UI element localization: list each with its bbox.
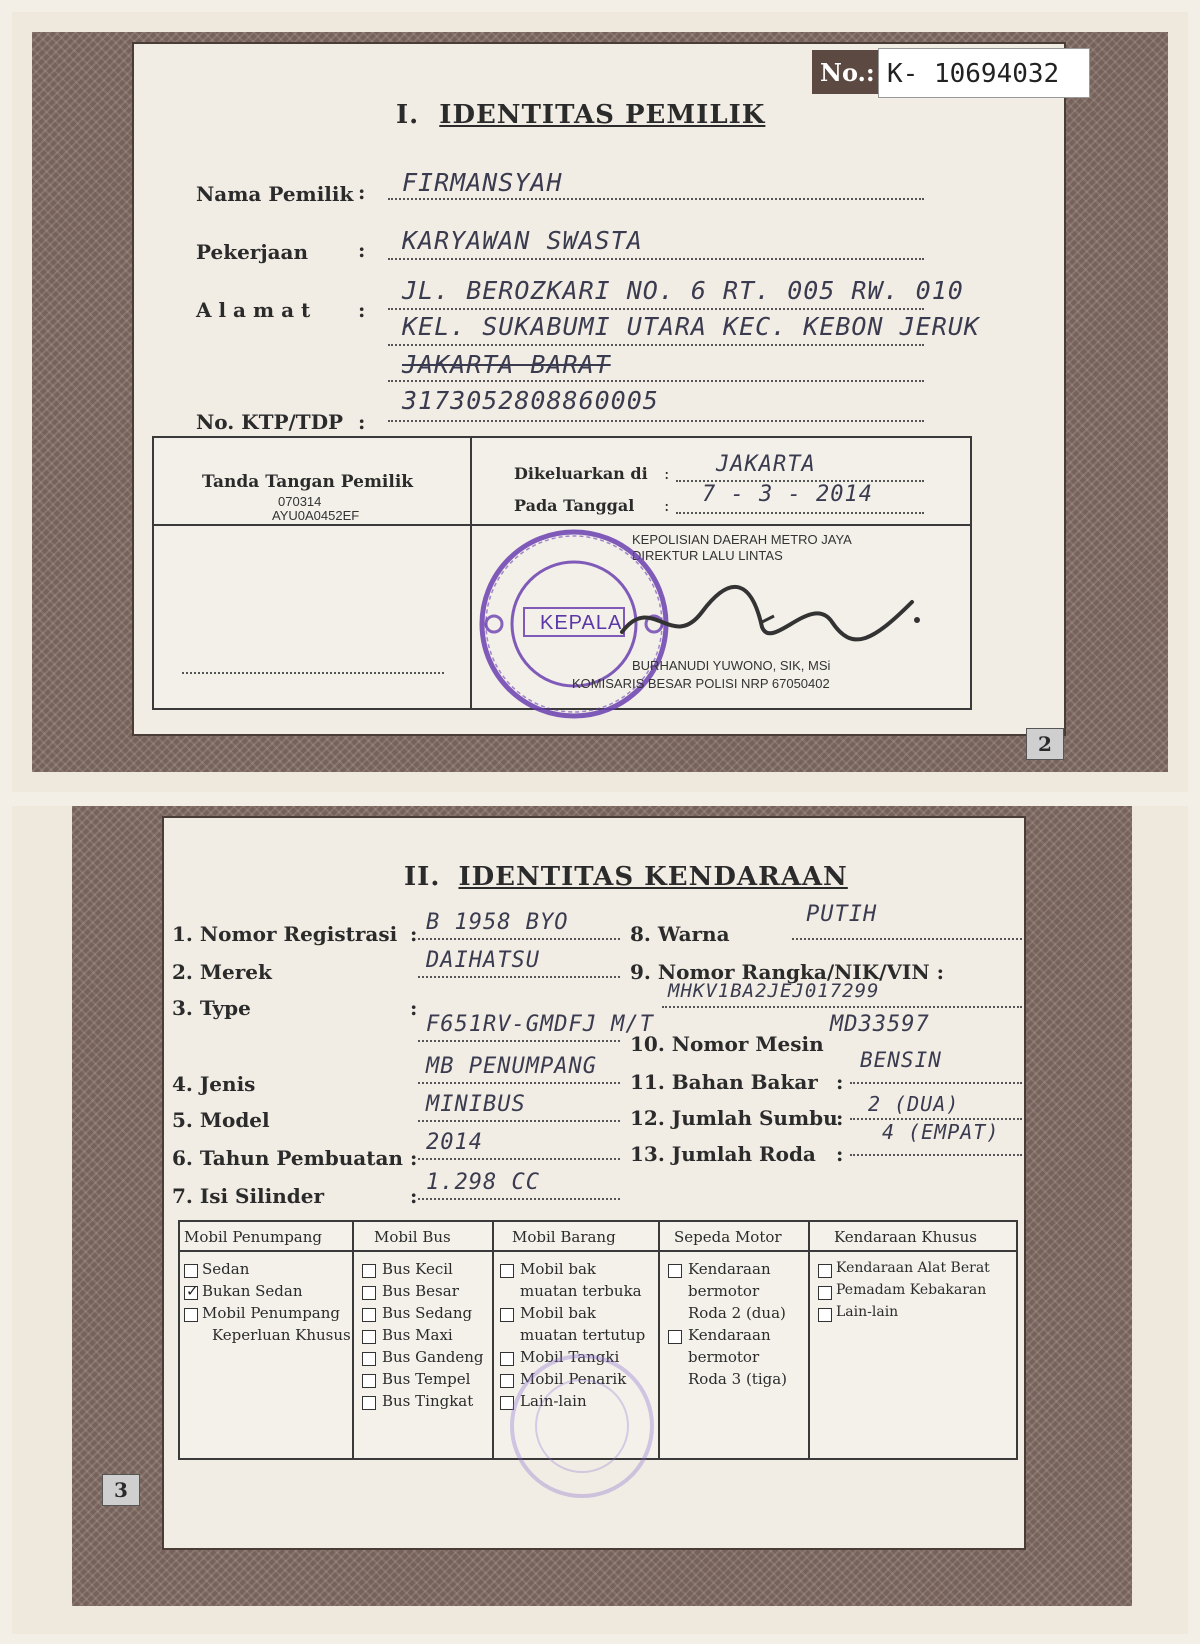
dotted-line — [850, 1082, 1022, 1084]
section-title-identitas-pemilik — [396, 100, 765, 130]
official-rank: KOMISARIS BESAR POLISI NRP 67050402 — [572, 676, 830, 691]
option-muatan-tertutup: muatan tertutup — [520, 1326, 646, 1344]
merek-label: 2. Merek — [172, 960, 272, 984]
option-pemadam-kebakaran: Pemadam Kebakaran — [836, 1282, 987, 1298]
option-bermotor: bermotor — [688, 1282, 760, 1300]
signature-box-divider — [470, 436, 472, 708]
option-mobil-penumpang: Mobil Penumpang — [202, 1304, 341, 1322]
colon: : — [358, 298, 366, 322]
table-header-mobil-penumpang: Mobil Penumpang — [184, 1228, 323, 1246]
owner-signature-line — [182, 672, 444, 674]
section-number: II. — [404, 862, 441, 892]
alamat-line-1: JL. BEROZKARI NO. 6 RT. 005 RW. 010 — [402, 276, 964, 305]
colon: : — [836, 1142, 844, 1166]
warna-label: 8. Warna — [630, 922, 730, 946]
dotted-line — [418, 1082, 620, 1084]
owner-code-1: 070314 — [278, 494, 322, 509]
jumlah-roda-label: 13. Jumlah Roda — [630, 1142, 816, 1166]
bahan-bakar-value: BENSIN — [860, 1048, 942, 1072]
doc-number-box — [878, 48, 1090, 98]
dotted-line — [792, 938, 1022, 940]
jumlah-sumbu-label: 12. Jumlah Sumbu — [630, 1106, 838, 1130]
dotted-line — [418, 938, 620, 940]
option-bus-tempel: Bus Tempel — [382, 1370, 471, 1388]
colon: : — [410, 1184, 418, 1208]
ktp-value: 3173052808860005 — [402, 386, 659, 415]
type-value: F651RV-GMDFJ M/T — [426, 1012, 654, 1037]
model-value: MINIBUS — [426, 1092, 526, 1117]
option-bus-tingkat: Bus Tingkat — [382, 1392, 474, 1410]
table-col-divider — [352, 1220, 354, 1460]
option-roda-3: Roda 3 (tiga) — [688, 1370, 788, 1388]
jumlah-sumbu-value: 2 (DUA) — [868, 1092, 960, 1116]
colon: : — [836, 1070, 844, 1094]
issued-at-value: JAKARTA — [716, 452, 816, 477]
dotted-line — [388, 420, 924, 422]
option-mobil-bak-2: Mobil bak — [520, 1304, 596, 1322]
colon: : — [358, 238, 366, 262]
date-value: 7 - 3 - 2014 — [702, 482, 873, 507]
nama-pemilik-value: FIRMANSYAH — [402, 168, 563, 197]
option-mobil-bak: Mobil bak — [520, 1260, 596, 1278]
dotted-line — [388, 308, 924, 310]
colon: : — [358, 180, 366, 204]
checkbox-roda-3[interactable] — [668, 1330, 682, 1344]
jumlah-roda-value: 4 (EMPAT) — [882, 1120, 1000, 1144]
checkbox-bus-sedang[interactable] — [362, 1308, 376, 1322]
isi-silinder-value: 1.298 CC — [426, 1170, 540, 1195]
checkbox-bus-maxi[interactable] — [362, 1330, 376, 1344]
jenis-value: MB PENUMPANG — [426, 1054, 597, 1079]
check-mark-icon: ✓ — [186, 1282, 199, 1300]
alamat-label: A l a m a t — [196, 298, 311, 322]
checkbox-bukan-sedan[interactable] — [184, 1282, 199, 1300]
doc-number-value: K- 10694032 — [887, 59, 1060, 89]
checkbox-bus-gandeng[interactable] — [362, 1352, 376, 1366]
page-3 — [12, 806, 1188, 1634]
authority-line-2: DIREKTUR LALU LINTAS — [632, 548, 783, 563]
nomor-registrasi-label: 1. Nomor Registrasi — [172, 922, 398, 946]
authority-line-1: KEPOLISIAN DAERAH METRO JAYA — [632, 532, 852, 547]
table-header-kendaraan-khusus: Kendaraan Khusus — [834, 1228, 977, 1246]
nomor-mesin-value: MD33597 — [830, 1012, 930, 1037]
nomor-registrasi-value: B 1958 BYO — [426, 910, 569, 935]
official-signature-icon — [612, 572, 932, 662]
colon: : — [410, 1146, 418, 1170]
pekerjaan-label: Pekerjaan — [196, 240, 309, 264]
checkbox-mobil-penumpang-khusus[interactable] — [184, 1308, 198, 1322]
checkbox-roda-2[interactable] — [668, 1264, 682, 1278]
nomor-mesin-label: 10. Nomor Mesin — [630, 1032, 824, 1056]
dotted-line — [418, 1158, 620, 1160]
dotted-line — [388, 344, 924, 346]
nomor-rangka-label: 9. Nomor Rangka/NIK/VIN : — [630, 960, 944, 984]
model-label: 5. Model — [172, 1108, 270, 1132]
colon: : — [358, 410, 366, 434]
pekerjaan-value: KARYAWAN SWASTA — [402, 226, 643, 255]
option-muatan-terbuka: muatan terbuka — [520, 1282, 642, 1300]
issued-at-label: Dikeluarkan di — [514, 464, 648, 483]
checkbox-lain-lain-khusus[interactable] — [818, 1308, 832, 1322]
table-header-mobil-barang: Mobil Barang — [512, 1228, 616, 1246]
option-lain-lain-barang: Lain-lain — [520, 1392, 587, 1410]
bahan-bakar-label: 11. Bahan Bakar — [630, 1070, 818, 1094]
checkbox-pemadam-kebakaran[interactable] — [818, 1286, 832, 1300]
doc-number-label: No.: — [820, 58, 875, 87]
checkbox-bus-kecil[interactable] — [362, 1264, 376, 1278]
option-alat-berat: Kendaraan Alat Berat — [836, 1260, 990, 1276]
page-number-3: 3 — [102, 1474, 140, 1506]
dotted-line — [676, 512, 924, 514]
dotted-line — [662, 1006, 1022, 1008]
page-2 — [12, 12, 1188, 792]
option-bus-gandeng: Bus Gandeng — [382, 1348, 484, 1366]
option-kendaraan-2: Kendaraan — [688, 1326, 771, 1344]
colon: : — [410, 996, 418, 1020]
checkbox-alat-berat[interactable] — [818, 1264, 832, 1278]
option-keperluan-khusus: Keperluan Khusus — [212, 1326, 351, 1344]
checkbox-bus-tingkat[interactable] — [362, 1396, 376, 1410]
option-bus-sedang: Bus Sedang — [382, 1304, 473, 1322]
option-mobil-penarik: Mobil Penarik — [520, 1370, 627, 1388]
dotted-line — [388, 198, 924, 200]
colon: : — [664, 464, 670, 483]
option-mobil-tangki: Mobil Tangki — [520, 1348, 620, 1366]
dotted-line — [418, 1198, 620, 1200]
checkbox-mobil-bak-terbuka[interactable] — [500, 1264, 514, 1278]
colon: : — [664, 496, 670, 515]
nama-pemilik-label: Nama Pemilik — [196, 182, 354, 206]
option-bermotor-2: bermotor — [688, 1348, 760, 1366]
date-label: Pada Tanggal — [514, 496, 635, 515]
checkbox-bus-besar[interactable] — [362, 1286, 376, 1300]
nomor-rangka-value: MHKV1BA2JEJ017299 — [668, 980, 880, 1002]
option-sedan: Sedan — [202, 1260, 250, 1278]
section-title-text: IDENTITAS PEMILIK — [439, 100, 766, 130]
option-bus-kecil: Bus Kecil — [382, 1260, 453, 1278]
dotted-line — [418, 976, 620, 978]
checkbox-mobil-bak-tertutup[interactable] — [500, 1308, 514, 1322]
section-title-text: IDENTITAS KENDARAAN — [458, 862, 848, 892]
isi-silinder-label: 7. Isi Silinder — [172, 1184, 325, 1208]
dotted-line — [388, 380, 924, 382]
stamp-text: KEPALA — [540, 612, 623, 634]
faded-stamp-icon — [482, 1346, 682, 1506]
official-name: BURHANUDI YUWONO, SIK, MSi — [632, 658, 831, 673]
alamat-line-3: JAKARTA BARAT — [402, 350, 611, 379]
dotted-line — [418, 1120, 620, 1122]
option-lain-lain-khusus: Lain-lain — [836, 1304, 899, 1320]
dotted-line — [418, 1040, 620, 1042]
checkbox-sedan[interactable] — [184, 1264, 198, 1278]
tahun-pembuatan-label: 6. Tahun Pembuatan — [172, 1146, 403, 1170]
option-bus-besar: Bus Besar — [382, 1282, 459, 1300]
merek-value: DAIHATSU — [426, 948, 540, 973]
option-kendaraan: Kendaraan — [688, 1260, 771, 1278]
colon: : — [410, 922, 418, 946]
owner-sign-label: Tanda Tangan Pemilik — [202, 472, 414, 492]
colon: : — [836, 1106, 844, 1130]
alamat-line-2: KEL. SUKABUMI UTARA KEC. KEBON JERUK — [402, 312, 980, 341]
warna-value: PUTIH — [806, 902, 878, 927]
table-header-line — [178, 1250, 1018, 1252]
section-title-identitas-kendaraan — [404, 862, 848, 892]
table-col-divider — [808, 1220, 810, 1460]
option-bus-maxi: Bus Maxi — [382, 1326, 453, 1344]
table-header-sepeda-motor: Sepeda Motor — [674, 1228, 782, 1246]
doc-number-label-bg — [812, 50, 878, 94]
section-number: I. — [396, 100, 420, 130]
type-label: 3. Type — [172, 996, 251, 1020]
table-header-mobil-bus: Mobil Bus — [374, 1228, 451, 1246]
checkbox-bus-tempel[interactable] — [362, 1374, 376, 1388]
ktp-label: No. KTP/TDP — [196, 410, 344, 434]
owner-code-2: AYU0A0452EF — [272, 508, 360, 523]
dotted-line — [388, 258, 924, 260]
signature-box-row-line — [152, 524, 472, 526]
tahun-pembuatan-value: 2014 — [426, 1130, 483, 1155]
jenis-label: 4. Jenis — [172, 1072, 256, 1096]
option-bukan-sedan: Bukan Sedan — [202, 1282, 303, 1300]
page-number-2: 2 — [1026, 728, 1064, 760]
dotted-line — [850, 1154, 1022, 1156]
option-roda-2: Roda 2 (dua) — [688, 1304, 786, 1322]
